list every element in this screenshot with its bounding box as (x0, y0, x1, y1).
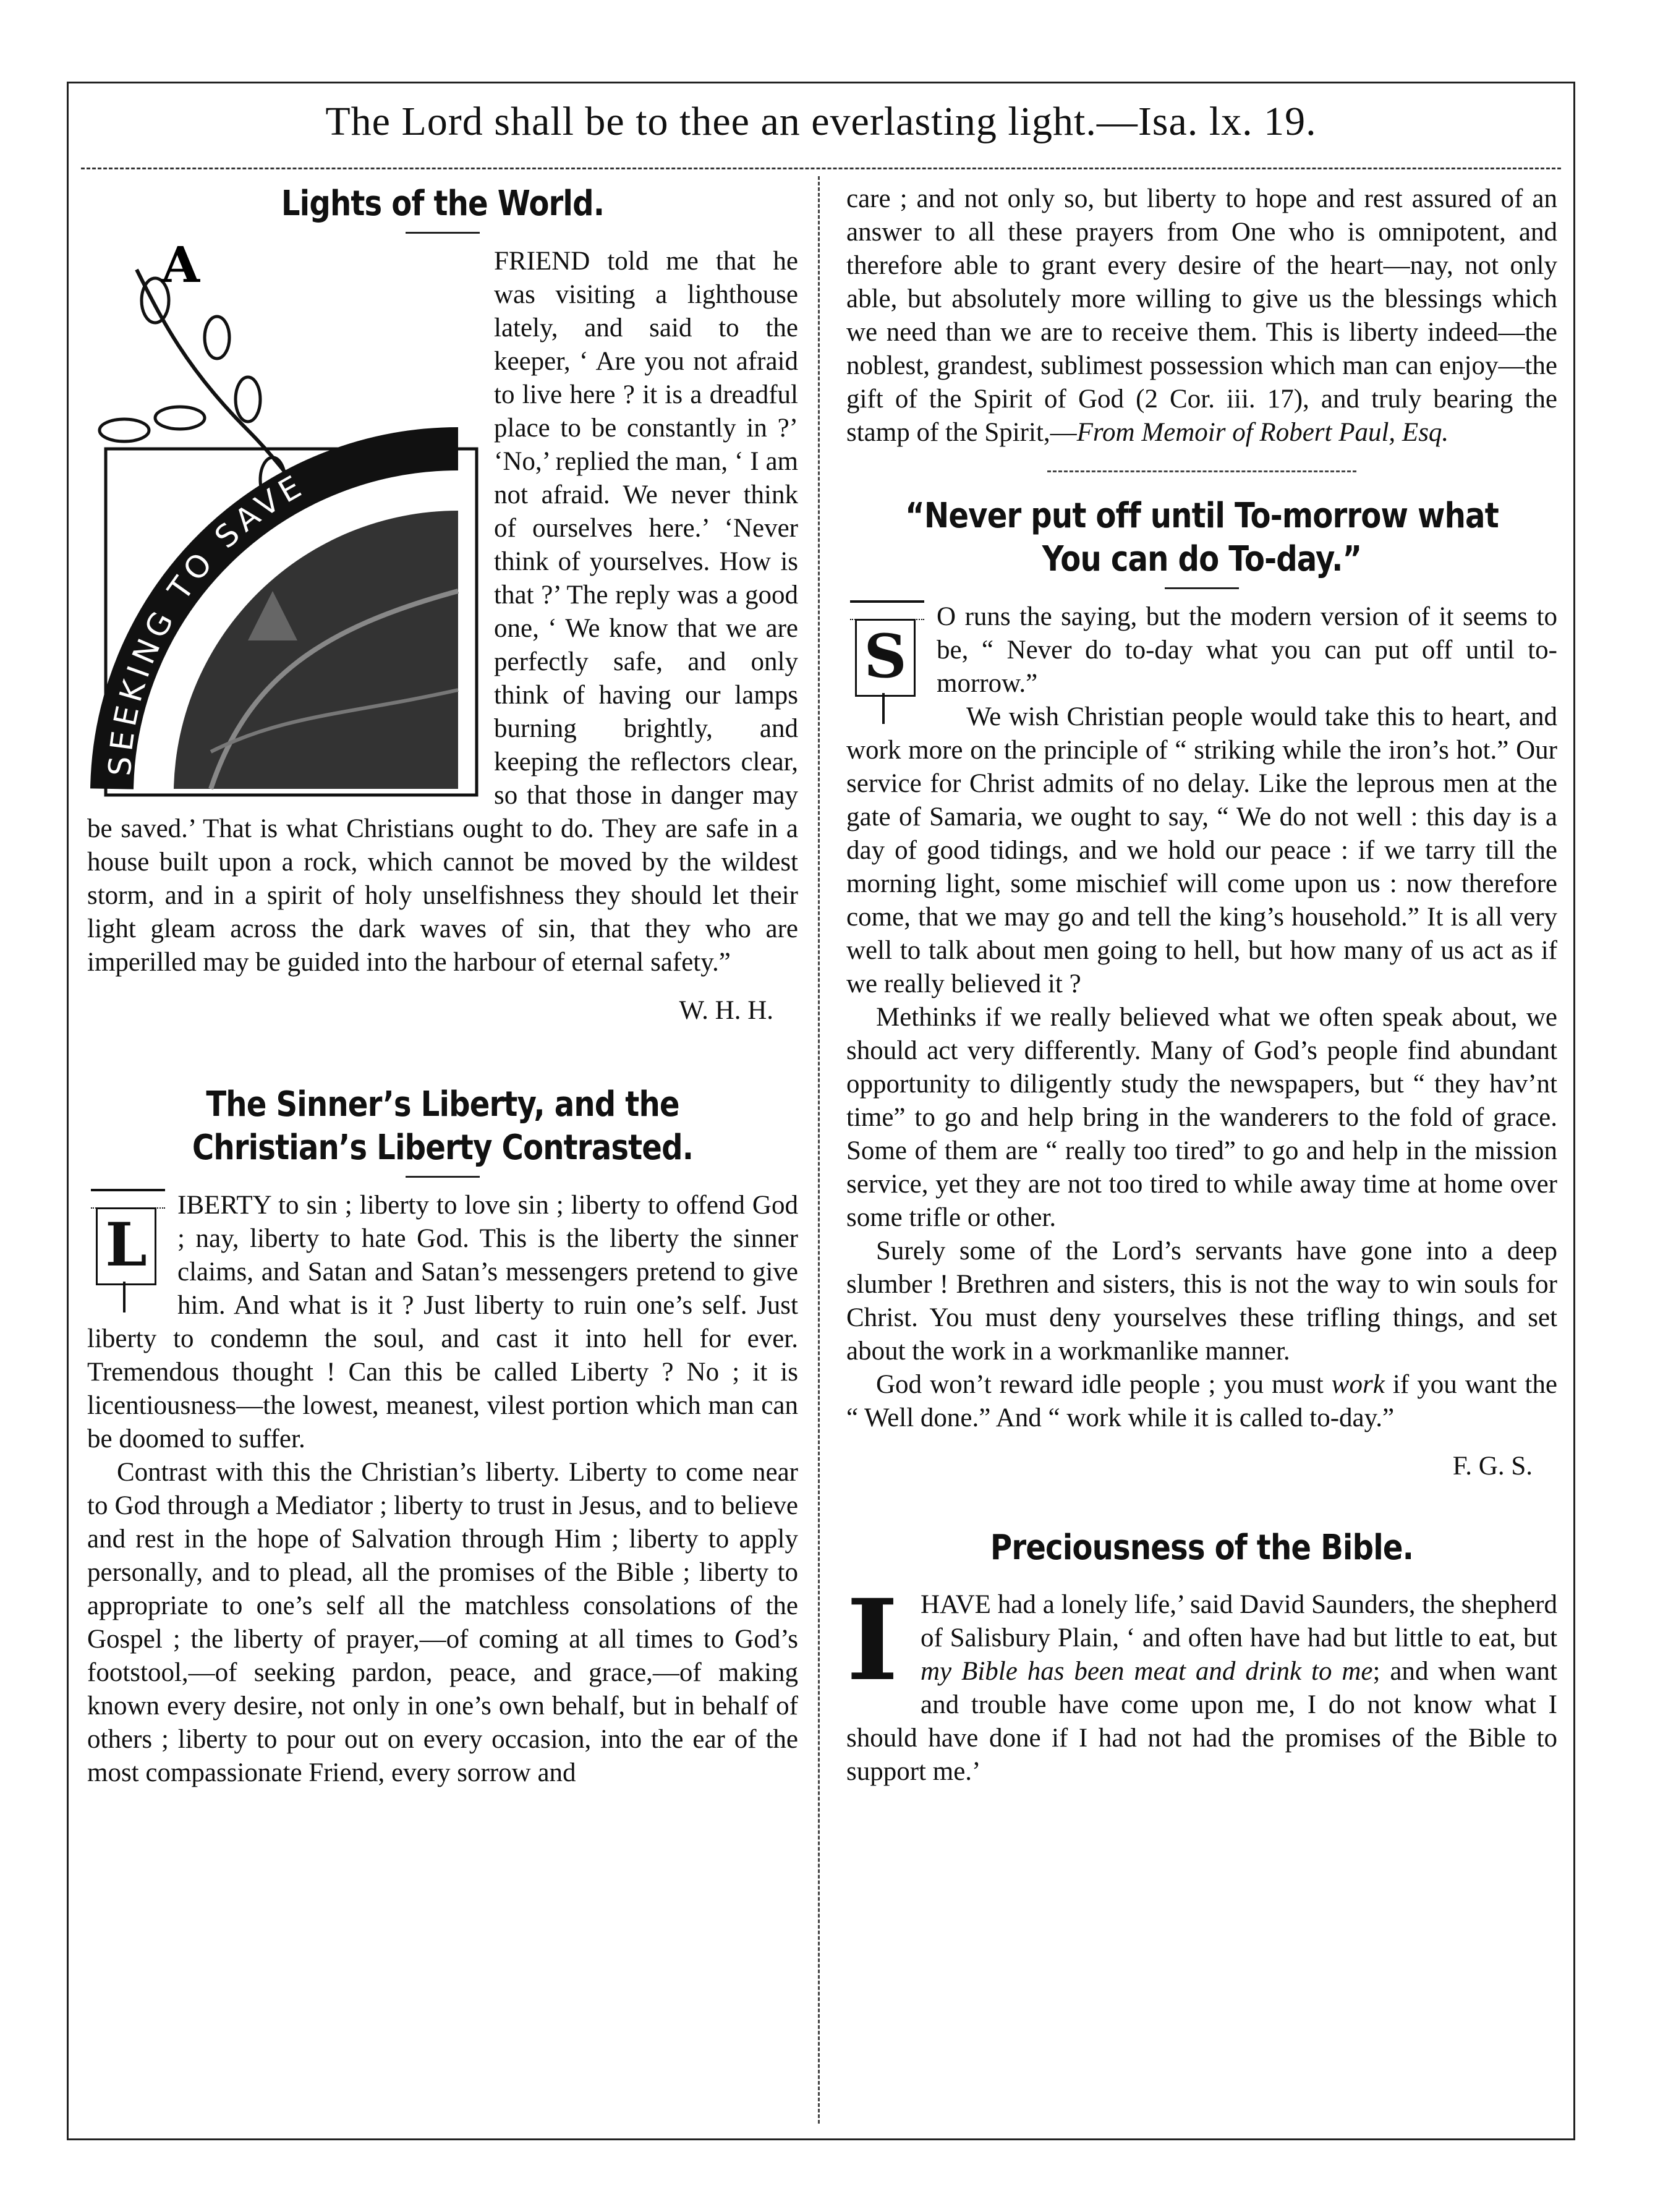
lights-body: FRIEND told me that he was visiting a lighthouse lately, and said to the keeper, ‘ Are you not afraid to live here ? it is a dreadful place to be constantly in ?’ ‘No,’ replied the man, ‘ I am not afraid. We never think of ourselves here.’ ‘Never think of yourselves. How is that ?’ The reply was a good one, ‘ We know that we are perfectly safe, and only think of having our lamps burning brightly, and keeping the reflectors clear, so that those in danger may be saved.’ That is what Christians ought to do. They are safe in a house built upon a rock, which cannot be moved by the wildest storm, and in a spirit of holy unselfishness they should let their light gleam across the dark waves of sin, that they who are imperilled may be guided into the harbour of eternal safety.” (87, 247, 798, 977)
seeking-to-save-caption: SEEKING TO SAVE (101, 466, 312, 777)
header-verse: The Lord shall be to thee an everlasting light.—Isa. lx. 19. (325, 99, 1317, 144)
never-para-5-a: God won’t reward idle people ; you must (876, 1370, 1324, 1399)
lighthouse-art-icon (87, 245, 483, 801)
title-rule (406, 1176, 480, 1178)
never-para-4: Surely some of the Lord’s servants have gone into a deep slumber ! Brethren and sisters, this is not the way to win souls for Christ. You must deny yourselves these trifling things, and set about the work in a workmanlike manner. (846, 1236, 1557, 1366)
title-rule (1165, 587, 1239, 589)
bible-para (846, 1575, 1557, 1789)
liberty-para-1: IBERTY to sin ; liberty to love sin ; liberty to offend God ; nay, liberty to hate God. This is the liberty the sinner claims, and Satan and Satan’s messengers pretend to give him. And what is it ? Just liberty to ruin one’s self. Just liberty to condemn the soul, and cast it into hell for ever. Tremendous thought ! Can this be called Liberty ? No ; it is licentiousness—the lowest, meanest, vilest portion which man can be doomed to suffer. (87, 1191, 798, 1453)
ornament-icon (850, 600, 924, 620)
title-rule (406, 232, 480, 234)
drop-cap-i (846, 1575, 914, 1712)
never-para-2: We wish Christian people would take this to heart, and work more on the principle of “ striking while the iron’s hot.” Our service for Christ admits of no delay. Like the leprous men at the gate of Samaria, we ought to say, “ We do not well : this day is a day of good tidings, and we hold our peace : if we tarry till the morning light, some mischief will come upon us : now therefore come, that we may go and tell the king’s household.” It is all very well to talk about men going to hell, but how many of us act as if we really believed it ? (846, 702, 1557, 998)
drop-cap-s (846, 600, 927, 724)
drop-cap-letter: I (846, 1575, 899, 1706)
never-para-5 (846, 1368, 1557, 1435)
never-para-5-b: if you want the “ Well done.” And “ work while it is called to-day.” (846, 1370, 1558, 1432)
bible-para-em: my Bible has been meat and drink to me (921, 1657, 1373, 1686)
liberty-para-2: Contrast with this the Christian’s liberty. Liberty to come near to God through a Mediator ; liberty to trust in Jesus, and to believe and rest in the hope of Salvation through Him ; liberty to apply personally, and to plead, all the promises of the Bible ; liberty to appropriate to one’s self all the matchless consolations of the Gospel ; the liberty of prayer,—of coming at all times to God’s footstool,—of seeking pardon, peace, and grace,—of making known every desire, not only in one’s own behalf, but in behalf of others ; liberty to pour out on every occasion, into the ear of the most compassionate Friend, every sorrow and (87, 1458, 798, 1787)
ornament-tail (882, 693, 885, 724)
bible-para-a: HAVE had a lonely life,’ said David Saunders, the shepherd of Salisbury Plain, ‘ and often have had but little to eat, but (921, 1590, 1557, 1653)
signature-whh: W. H. H. (679, 996, 773, 1025)
drop-cap-l (87, 1189, 168, 1312)
signature-fgs: F. G. S. (1452, 1452, 1533, 1481)
right-column (846, 182, 1557, 1789)
article-title-never-put-off: “Never put off until To-morrow what You can do To-day.” (905, 496, 1499, 579)
liberty-continued (846, 182, 1557, 449)
article-title-liberty: The Sinner’s Liberty, and the Christian’s Liberty Contrasted. (192, 1084, 694, 1168)
never-para-5-em: work (1331, 1370, 1385, 1399)
ornament-tail (123, 1282, 125, 1312)
never-para-3: Methinks if we really believed what we often speak about, we should act very differently. Many of God’s people find abundant opportunity to diligently study the newspapers, but “ they hav’nt time” to go and help bring in the wanderers to the fold of grace. Some of them are “ really too tired” to go and help in the mission service, yet they are not too tired to while away time at home over some trifle or other. (846, 1003, 1557, 1232)
drop-cap-letter: S (855, 619, 916, 697)
drop-cap-a: A (161, 245, 200, 294)
article-title-lights: Lights of the World. (281, 184, 605, 224)
column-divider (818, 176, 820, 2124)
article-title-bible: Preciousness of the Bible. (990, 1528, 1414, 1568)
newspaper-page (67, 82, 1575, 2140)
liberty-source: From Memoir of Robert Paul, Esq. (1076, 418, 1449, 447)
seeking-to-save-illustration (87, 245, 483, 801)
never-para-1: O runs the saying, but the modern version of it seems to be, “ Never do to-day what you can put off until to-morrow.” (937, 602, 1557, 698)
left-column (87, 182, 798, 1790)
liberty-continued-text: care ; and not only so, but liberty to hope and rest assured of an answer to all these prayers from One who is omnipotent, and therefore able to grant every desire of the heart—nay, not only able, but absolutely more willing to give us the blessings which we need than we are to receive them. This is liberty indeed—the noblest, grandest, sublimest possession which man can enjoy—the gift of the Spirit of God (2 Cor. iii. 17), and truly bearing the stamp of the Spirit,— (846, 184, 1557, 447)
drop-cap-letter: L (96, 1207, 156, 1285)
ornament-icon (91, 1189, 165, 1209)
bible-para-b: ; and when want and trouble have come upon me, I do not know what I should have done if I had not had the promises of the Bible to support me.’ (846, 1657, 1557, 1786)
section-rule (1047, 470, 1356, 472)
header-rule (81, 168, 1561, 169)
